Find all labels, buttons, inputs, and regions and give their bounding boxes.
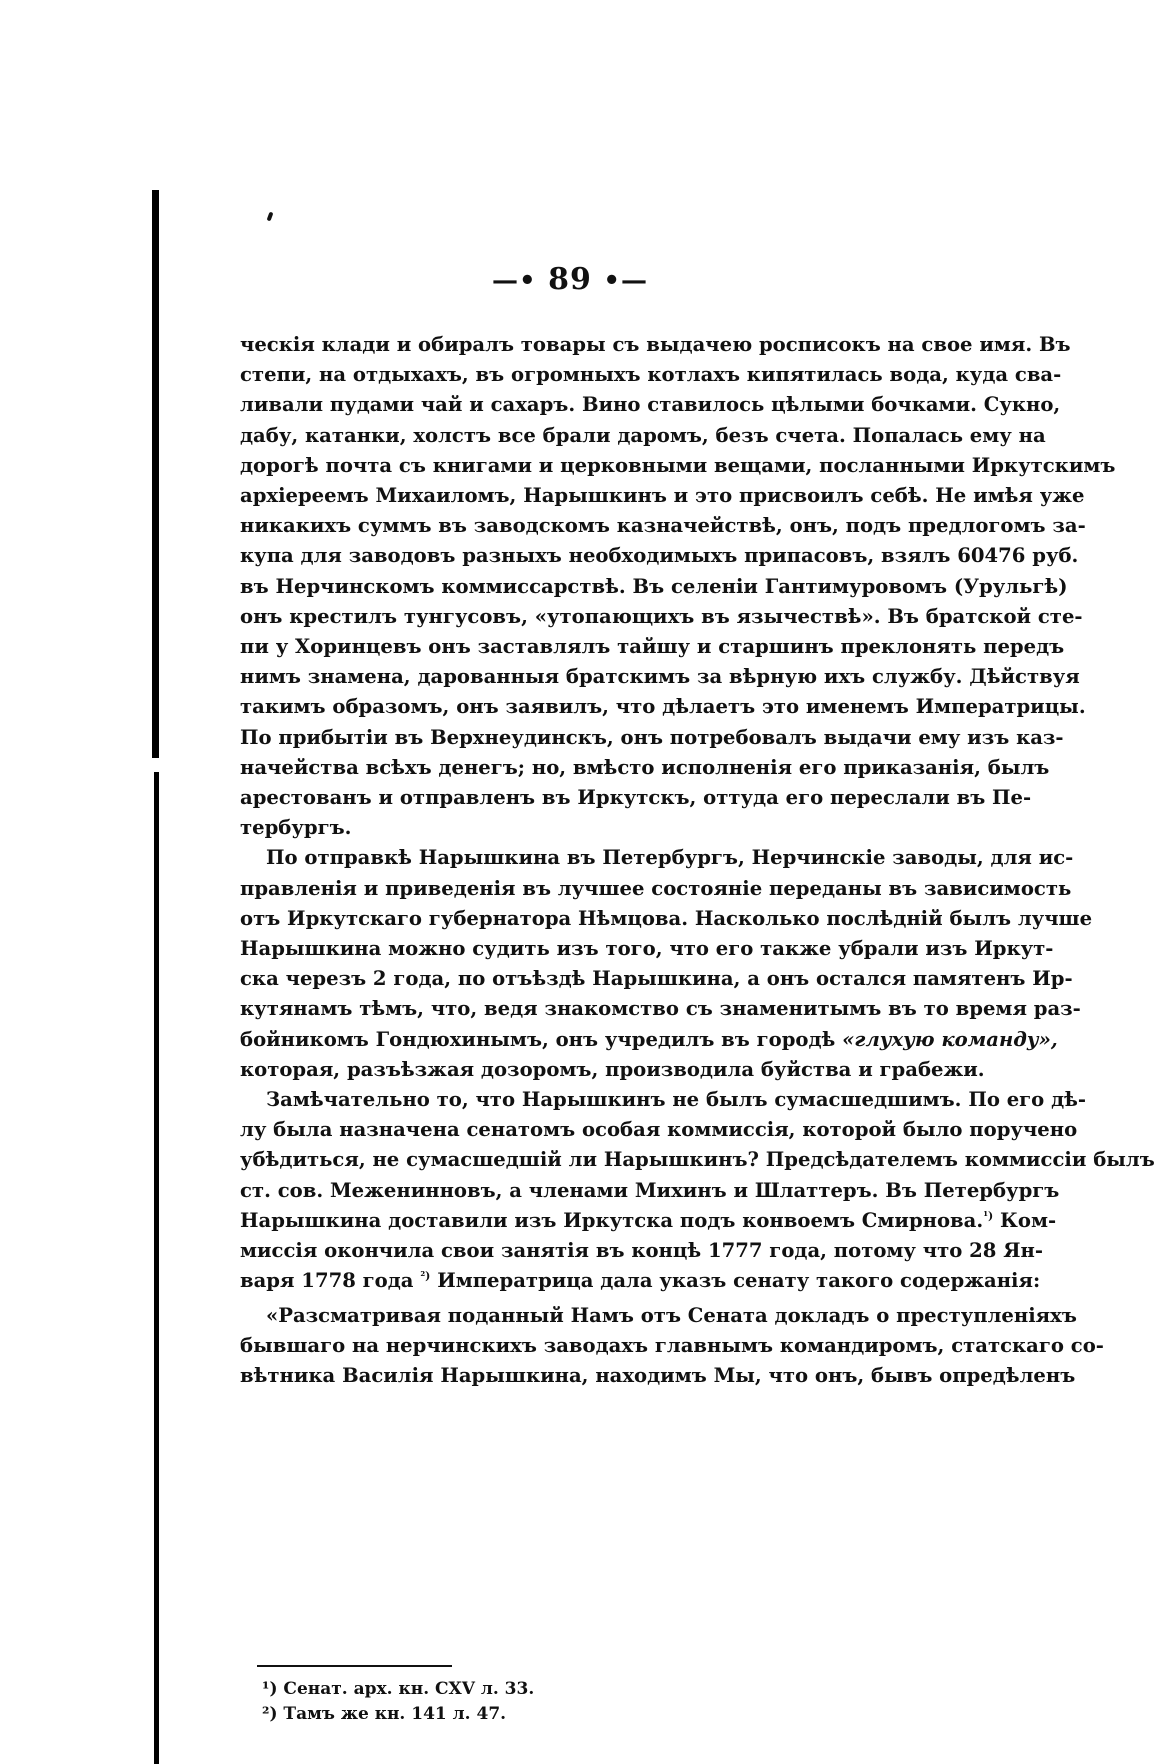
text-fragment: Нарышкина доставили изъ Иркутска подъ конвоемъ Смирнова.	[240, 1208, 984, 1232]
footnote-divider	[257, 1665, 452, 1667]
text-line: арестованъ и отправленъ въ Иркутскъ, оттуда его переслали въ Пе-	[240, 786, 1032, 810]
text-line: бывшаго на нерчинскихъ заводахъ главнымъ командиромъ, статскаго со-	[240, 1333, 1104, 1357]
text-line-with-italic	[240, 1025, 1058, 1055]
print-speck	[267, 212, 274, 222]
footnote-text: Тамъ же кн. 141 л. 47.	[283, 1704, 507, 1724]
text-line: ст. сов. Меженинновъ, а членами Михинъ и Шлаттеръ. Въ Петербургъ	[240, 1178, 1060, 1202]
page-number-header	[0, 262, 1140, 297]
text-line: лу была назначена сенатомъ особая коммиссія, которой было поручено	[240, 1118, 1078, 1142]
ornament-right: •—	[603, 266, 648, 296]
paragraph-2	[240, 843, 1093, 1085]
page-binding-edge-lower	[154, 772, 159, 1764]
italic-phrase: «глухую команду»,	[842, 1027, 1058, 1051]
text-line: ческія клади и обиралъ товары съ выдачею росписокъ на свое имя. Въ	[240, 333, 1071, 356]
footnote-ref-2[interactable]: ²)	[420, 1269, 431, 1283]
text-line: которая, разъѣзжая дозоромъ, производила буйства и грабежи.	[240, 1057, 985, 1081]
text-line: архіереемъ Михаиломъ, Нарышкинъ и это присвоилъ себѣ. Не имѣя уже	[240, 484, 1085, 508]
text-line: «Разсматривая поданный Намъ отъ Сената докладъ о преступленіяхъ	[266, 1303, 1077, 1327]
text-line: ска черезъ 2 года, по отъѣздѣ Нарышкина, а онъ остался памятенъ Ир-	[240, 967, 1073, 991]
footnote-text: Сенат. арх. кн. CXV л. 33.	[283, 1679, 535, 1699]
text-fragment: бойникомъ Гондюхинымъ, онъ учредилъ въ городѣ	[240, 1027, 836, 1051]
text-line: нимъ знамена, дарованныя братскимъ за вѣрную ихъ службу. Дѣйствуя	[240, 665, 1080, 689]
footnotes	[262, 1677, 534, 1727]
text-line: дабу, катанки, холстъ все брали даромъ, безъ счета. Попалась ему на	[240, 423, 1046, 447]
text-line: купа для заводовъ разныхъ необходимыхъ припасовъ, взялъ 60476 руб.	[240, 544, 1079, 568]
page-number: 89	[548, 262, 592, 297]
ornament-left: —•	[492, 266, 537, 296]
footnote-mark: ¹)	[262, 1679, 278, 1699]
text-line: пи у Хоринцевъ онъ заставлялъ тайшу и старшинъ преклонять передъ	[240, 635, 1065, 659]
footnote-mark: ²)	[262, 1704, 278, 1724]
text-line: Нарышкина можно судить изъ того, что его также убрали изъ Иркут-	[240, 937, 1054, 961]
paragraph-4	[240, 1301, 1104, 1392]
text-line: въ Нерчинскомъ коммиссарствѣ. Въ селеніи Гантимуровомъ (Урульгѣ)	[240, 574, 1068, 598]
text-fragment: варя 1778 года	[240, 1269, 414, 1293]
paragraph-1	[240, 330, 1116, 843]
text-line: отъ Иркутскаго губернатора Нѣмцова. Насколько послѣдній былъ лучше	[240, 906, 1093, 930]
text-line: ливали пудами чай и сахаръ. Вино ставилось цѣлыми бочками. Сукно,	[240, 393, 1061, 417]
text-line: убѣдиться, не сумасшедшій ли Нарышкинъ? Предсѣдателемъ коммиссіи былъ	[240, 1148, 1155, 1172]
text-line: онъ крестилъ тунгусовъ, «утопающихъ въ язычествѣ». Въ братской сте-	[240, 604, 1083, 628]
text-line: Замѣчательно то, что Нарышкинъ не былъ сумасшедшимъ. По его дѣ-	[266, 1088, 1087, 1112]
text-line: начейства всѣхъ денегъ; но, вмѣсто исполненія его приказанія, былъ	[240, 755, 1050, 779]
footnote-ref-1[interactable]: ¹)	[983, 1209, 994, 1223]
text-line-with-footnote	[240, 1206, 1057, 1236]
footnote-1	[262, 1677, 534, 1702]
text-fragment: Ком-	[1000, 1208, 1057, 1232]
text-line: тербургъ.	[240, 816, 352, 840]
text-line: степи, на отдыхахъ, въ огромныхъ котлахъ кипятилась вода, куда сва-	[240, 363, 1062, 387]
text-line: никакихъ суммъ въ заводскомъ казначействѣ, онъ, подъ предлогомъ за-	[240, 514, 1086, 538]
text-line: кутянамъ тѣмъ, что, ведя знакомство съ знаменитымъ въ то время раз-	[240, 997, 1081, 1021]
text-line: По отправкѣ Нарышкина въ Петербургъ, Нерчинскіе заводы, для ис-	[266, 846, 1074, 870]
text-line: миссія окончила свои занятія въ концѣ 1777 года, потому что 28 Ян-	[240, 1239, 1043, 1263]
text-line: такимъ образомъ, онъ заявилъ, что дѣлаетъ это именемъ Императрицы.	[240, 695, 1086, 719]
text-line-with-footnote	[240, 1266, 1041, 1296]
footnote-2	[262, 1702, 534, 1727]
text-fragment: Императрица дала указъ сенату такого содержанія:	[437, 1269, 1041, 1293]
text-line: По прибытіи въ Верхнеудинскъ, онъ потребовалъ выдачи ему изъ каз-	[240, 725, 1064, 749]
text-line: правленія и приведенія въ лучшее состояніе переданы въ зависимость	[240, 876, 1072, 900]
text-line: вѣтника Василія Нарышкина, находимъ Мы, что онъ, бывъ опредѣленъ	[240, 1363, 1076, 1387]
text-line: дорогѣ почта съ книгами и церковными вещами, посланными Иркутскимъ	[240, 453, 1116, 477]
main-text	[240, 330, 1155, 1391]
paragraph-3	[240, 1085, 1155, 1296]
